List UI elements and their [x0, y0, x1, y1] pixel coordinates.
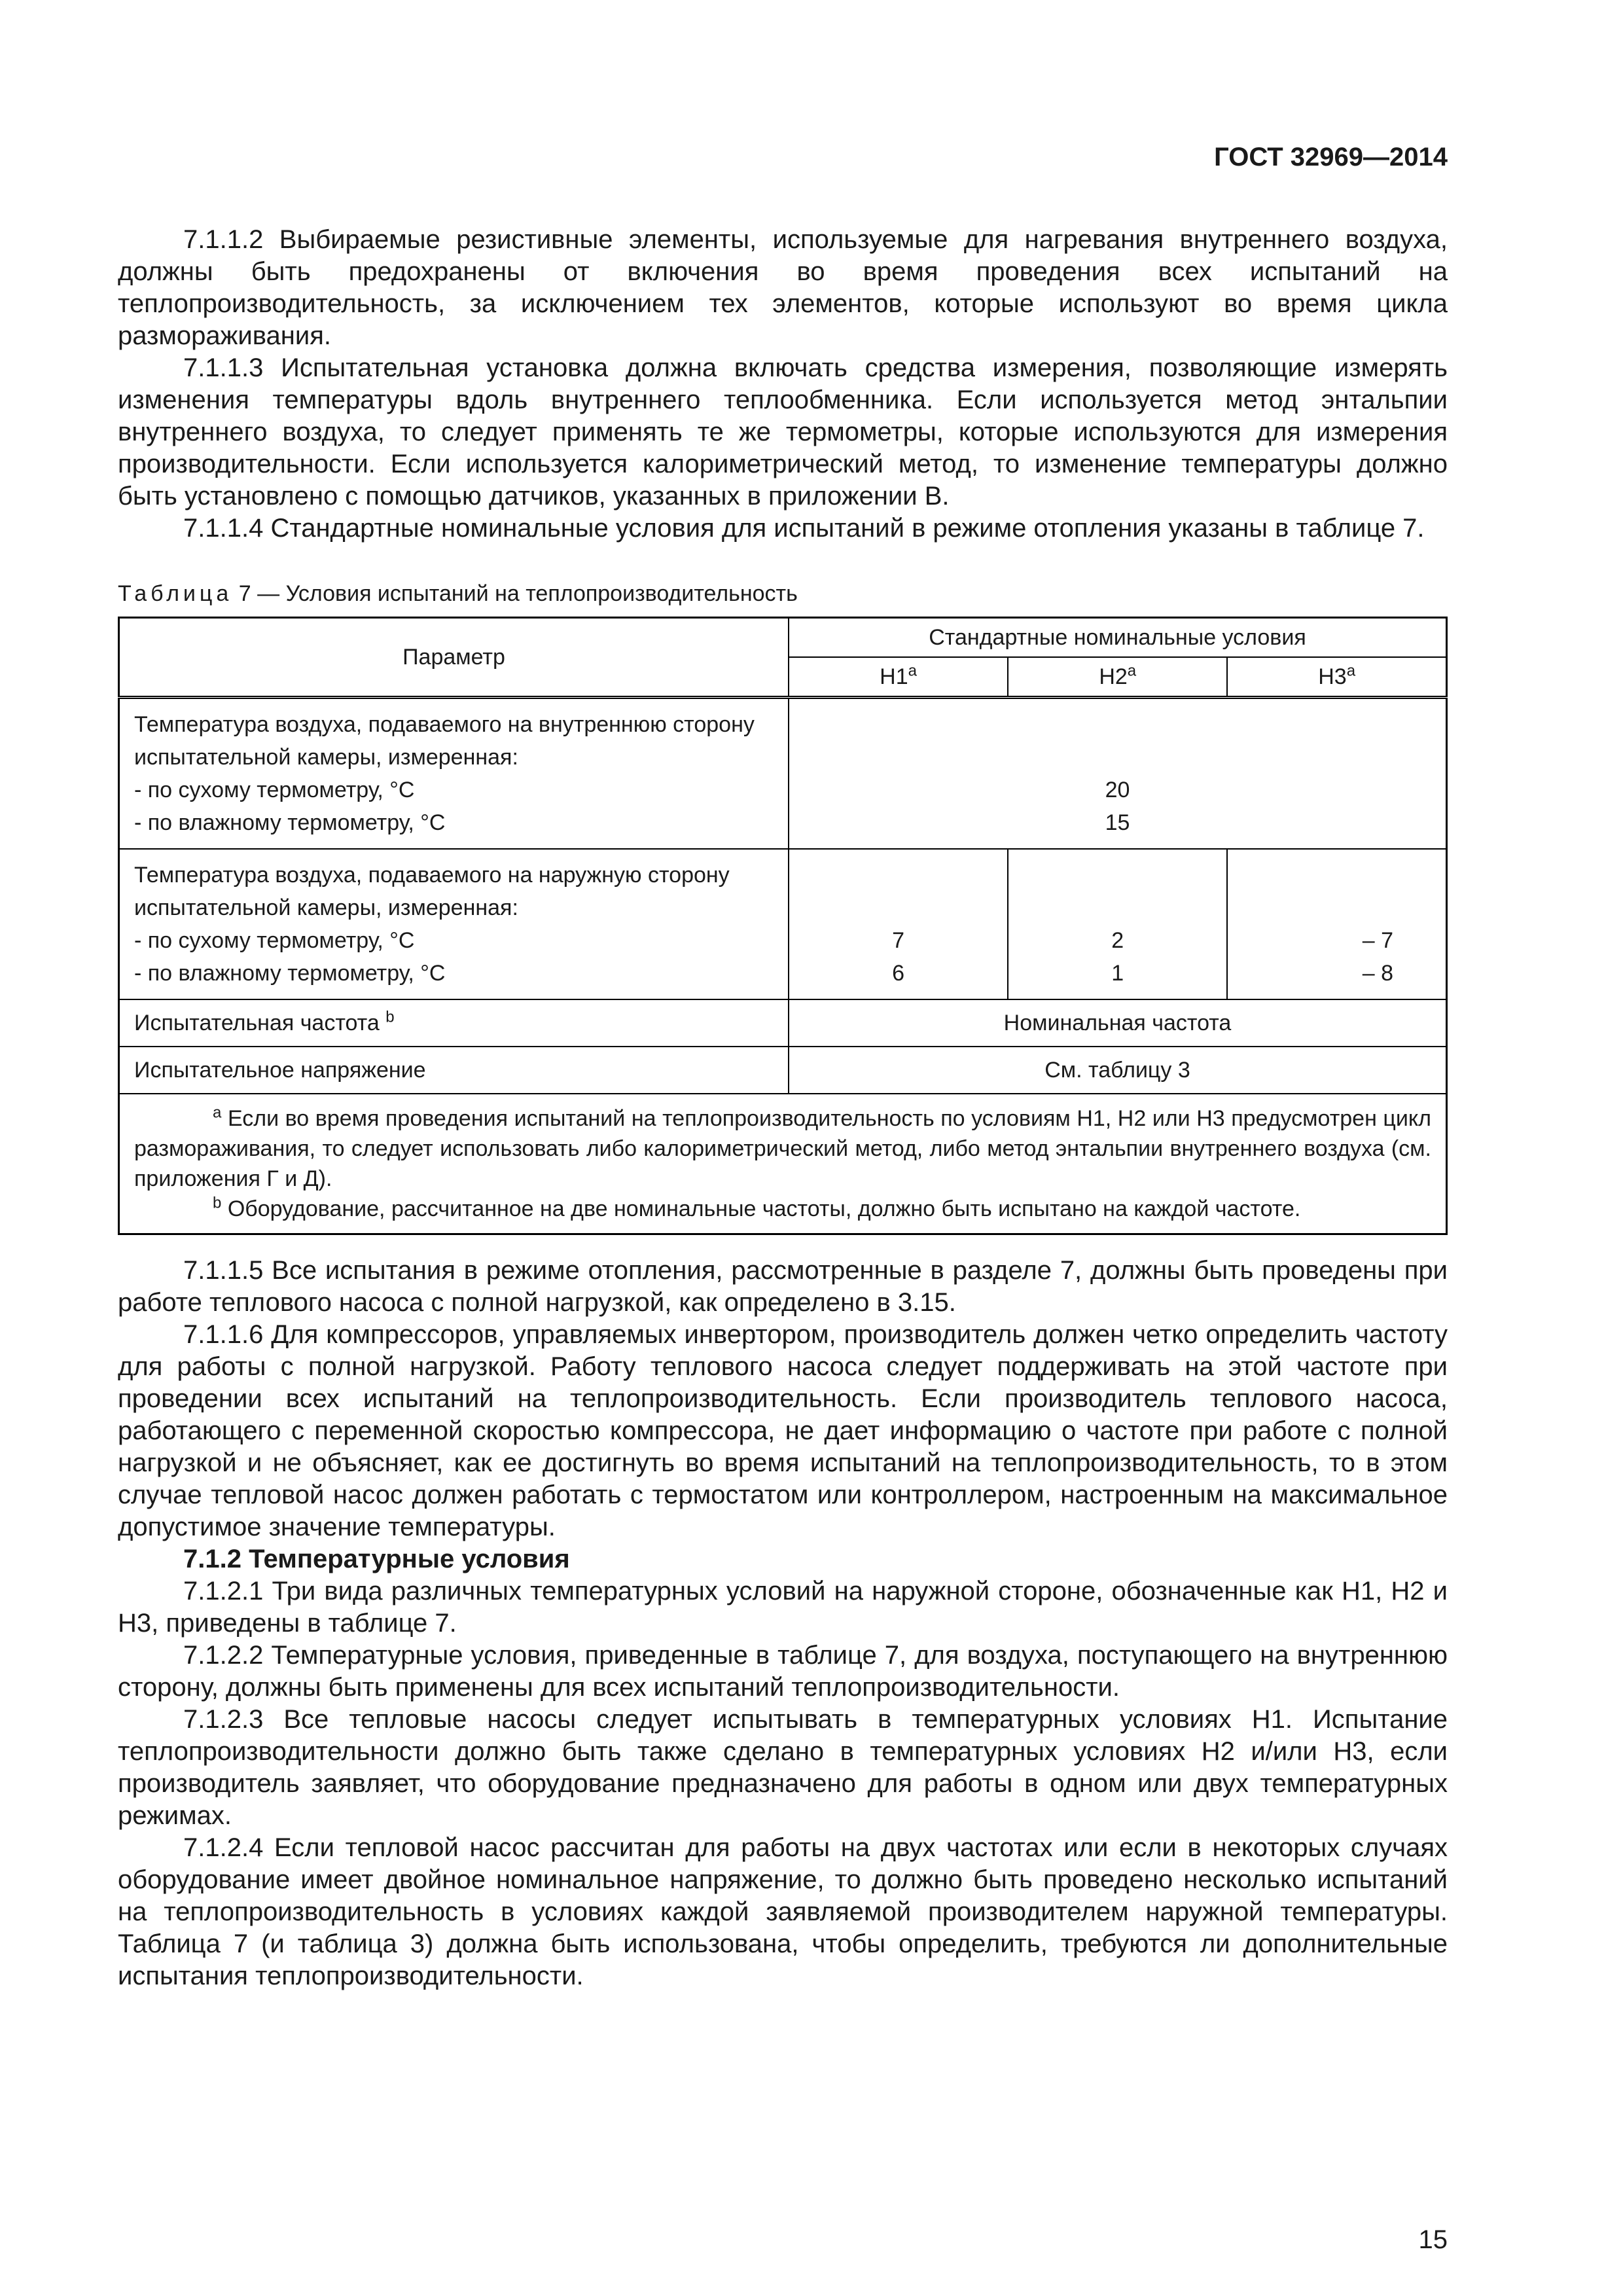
outdoor-h1-dry: 7 — [892, 928, 905, 953]
indoor-values — [789, 698, 1446, 850]
voltage-value: См. таблицу 3 — [789, 1047, 1446, 1094]
header-h3: Н3$^a$ — [1227, 657, 1446, 698]
header-h1: Н1$^a$ — [789, 657, 1008, 698]
paragraph-7-1-1-6: 7.1.1.6 Для компрессоров, управляемых инвертором, производитель должен четко определить частоту для работы с полной нагрузкой. Работу теплового насоса следует поддерживать на этой частоте при проведении всех испытаний на теплопроизводительность. Если производитель теплового насоса, работающего с переменной скоростью компрессора, не дает информацию о частоте при работе с полной нагрузкой и не объясняет, как ее достигнуть во время испытаний на теплопроизводительность, то в этом случае тепловой насос должен работать с термостатом или контроллером, настроенным на максимальное допустимое значение температуры. — [118, 1320, 1448, 1541]
table-caption — [118, 579, 1448, 609]
table-caption-text: 7 — Условия испытаний на теплопроизводительность — [238, 581, 798, 606]
table-row-indoor — [119, 698, 1447, 850]
header-group: Стандартные номинальные условия — [789, 618, 1446, 658]
outdoor-h3-wet: – 8 — [1362, 961, 1393, 986]
paragraph-7-1-2-1: 7.1.2.1 Три вида различных температурных условий на наружной стороне, обозначенные как Н1, Н2 и Н3, приведены в таблице 7. — [118, 1577, 1448, 1638]
outdoor-h1 — [789, 849, 1008, 999]
outdoor-wet-label: - по влажному термометру, °С — [134, 961, 446, 986]
section-title-7-1-2: 7.1.2 Температурные условия — [183, 1545, 570, 1573]
table-row-frequency — [119, 999, 1447, 1047]
indoor-dry-label: - по сухому термометру, °С — [134, 778, 415, 802]
page-number: 15 — [1418, 2225, 1448, 2254]
paragraph-7-1-2-3: 7.1.2.3 Все тепловые насосы следует испытывать в температурных условиях Н1. Испытание теплопроизводительности должно быть также сделано в температурных условиях Н2 и/или Н3, если производитель заявляет, что оборудование предназначено для работы в одном или двух температурных режимах. — [118, 1705, 1448, 1830]
paragraph-7-1-1-5: 7.1.1.5 Все испытания в режиме отопления, рассмотренные в разделе 7, должны быть проведены при работе теплового насоса с полной нагрузкой, как определено в 3.15. — [118, 1256, 1448, 1317]
outdoor-param — [119, 849, 789, 999]
table-note-a: $^a$ Если во время проведения испытаний на теплопроизводительность по условиям Н1, Н2 или Н3 предусмотрен цикл размораживания, то следует использовать либо калориметрический метод, либо метод энтальпии внутреннего воздуха (см. приложения Г и Д). — [134, 1103, 1431, 1191]
outdoor-h3-dry: – 7 — [1362, 928, 1393, 953]
indoor-title: Температура воздуха, подаваемого на внутреннюю сторону испытательной камеры, измеренная: — [134, 712, 755, 770]
freq-value: Номинальная частота — [789, 999, 1446, 1047]
outdoor-h3 — [1227, 849, 1446, 999]
header-h2: Н2$^a$ — [1008, 657, 1227, 698]
paragraph-7-1-1-3: 7.1.1.3 Испытательная установка должна включать средства измерения, позволяющие измерять изменения температуры вдоль внутреннего теплообменника. Если используется метод энтальпии внутреннего воздуха, то следует применять те же термометры, которые используются для измерения производительности. Если используется калориметрический метод, то изменение температуры должно быть установлено с помощью датчиков, указанных в приложении В. — [118, 353, 1448, 511]
indoor-wet-label: - по влажному термометру, °С — [134, 810, 446, 835]
freq-label: Испытательная частота $^b$ — [119, 999, 789, 1047]
outdoor-dry-label: - по сухому термометру, °С — [134, 928, 415, 953]
paragraph-7-1-2-2: 7.1.2.2 Температурные условия, приведенные в таблице 7, для воздуха, поступающего на внутреннюю сторону, должны быть применены для всех испытаний теплопроизводительности. — [118, 1641, 1448, 1702]
table-row-notes — [119, 1094, 1447, 1234]
outdoor-h1-wet: 6 — [892, 961, 905, 986]
table-caption-word: Таблица — [118, 581, 233, 606]
outdoor-title: Температура воздуха, подаваемого на наружную сторону испытательной камеры, измеренная: — [134, 863, 730, 920]
document-code: ГОСТ 32969—2014 — [1214, 143, 1448, 171]
paragraph-7-1-1-2: 7.1.1.2 Выбираемые резистивные элементы, используемые для нагревания внутреннего воздуха, должны быть предохранены от включения во время проведения всех испытаний на теплопроизводительность, за исключением тех элементов, которые используют во время цикла размораживания. — [118, 225, 1448, 350]
table-note-b: $^b$ Оборудование, рассчитанное на две номинальные частоты, должно быть испытано на каждой частоте. — [213, 1194, 1301, 1221]
page-body — [118, 224, 1448, 1992]
voltage-label: Испытательное напряжение — [119, 1047, 789, 1094]
table-row-voltage — [119, 1047, 1447, 1094]
indoor-param — [119, 698, 789, 850]
outdoor-h2 — [1008, 849, 1227, 999]
table-notes — [119, 1094, 1447, 1234]
paragraph-7-1-2-4: 7.1.2.4 Если тепловой насос рассчитан для работы на двух частотах или если в некоторых случаях оборудование имеет двойное номинальное напряжение, то должно быть проведено несколько испытаний на теплопроизводительность в условиях каждой заявляемой производителем наружной температуры. Таблица 7 (и таблица 3) должна быть использована, чтобы определить, требуются ли дополнительные испытания теплопроизводительности. — [118, 1833, 1448, 1990]
table-row-outdoor — [119, 849, 1447, 999]
indoor-dry-value: 20 — [1105, 778, 1130, 802]
conditions-table — [118, 617, 1448, 1235]
header-param: Параметр — [119, 618, 789, 698]
indoor-wet-value: 15 — [1105, 810, 1130, 835]
outdoor-h2-dry: 2 — [1111, 928, 1124, 953]
outdoor-h2-wet: 1 — [1111, 961, 1124, 986]
paragraph-7-1-1-4: 7.1.1.4 Стандартные номинальные условия для испытаний в режиме отопления указаны в таблице 7. — [183, 514, 1425, 543]
